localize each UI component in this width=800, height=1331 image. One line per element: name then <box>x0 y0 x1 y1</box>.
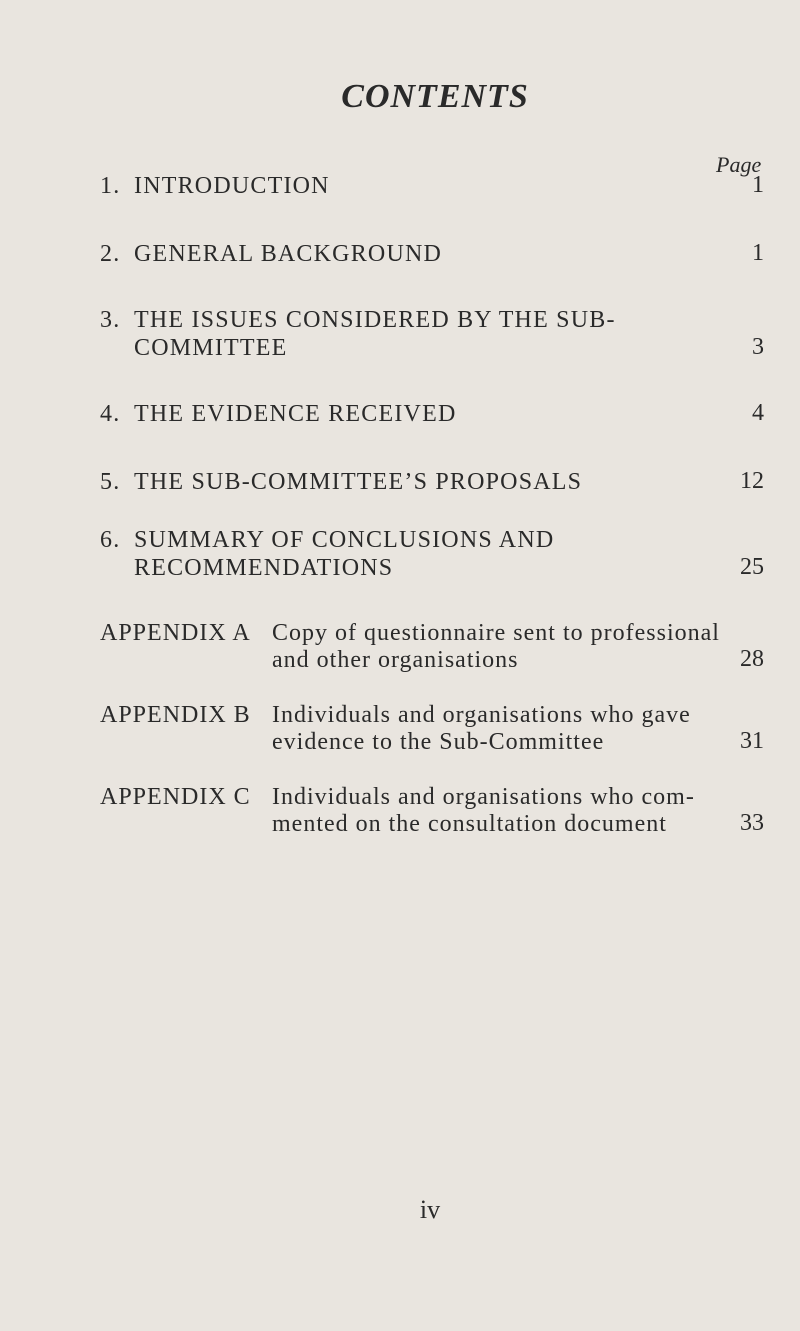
entry-number: 6. <box>100 527 121 553</box>
appendix-label: APPENDIX B <box>100 702 251 728</box>
page-folio: iv <box>419 1195 441 1224</box>
entry-title: SUMMARY OF CONCLUSIONS AND <box>134 527 555 553</box>
entry-title-continued: COMMITTEE <box>134 335 288 361</box>
appendix-description-continued: mented on the consultation document <box>272 811 667 837</box>
entry-page-number: 4 <box>752 400 764 426</box>
entry-title: THE EVIDENCE RECEIVED <box>134 401 457 427</box>
entry-number: 2. <box>100 241 121 267</box>
appendix-description: Individuals and organisations who com- <box>272 784 695 810</box>
page-title: CONTENTS <box>341 78 529 115</box>
entry-title: THE ISSUES CONSIDERED BY THE SUB- <box>134 307 616 333</box>
entry-title: THE SUB-COMMITTEE’S PROPOSALS <box>134 469 583 495</box>
appendix-description-continued: and other organisations <box>272 647 519 673</box>
entry-number: 4. <box>100 401 121 427</box>
entry-page-number: 25 <box>740 554 764 580</box>
entry-page-number: 1 <box>752 240 764 266</box>
entry-title: GENERAL BACKGROUND <box>134 241 443 267</box>
entry-number: 3. <box>100 307 121 333</box>
appendix-description-continued: evidence to the Sub-Committee <box>272 729 605 755</box>
appendix-description: Copy of questionnaire sent to professional <box>272 620 720 646</box>
page-column-heading: Page <box>716 152 762 177</box>
appendix-label: APPENDIX C <box>100 784 251 810</box>
entry-title: INTRODUCTION <box>134 173 330 199</box>
appendix-page-number: 31 <box>740 728 764 754</box>
appendix-page-number: 33 <box>740 810 764 836</box>
entry-page-number: 3 <box>752 334 764 360</box>
entry-number: 1. <box>100 173 121 199</box>
appendix-description: Individuals and organisations who gave <box>272 702 691 728</box>
entry-page-number: 1 <box>752 172 764 198</box>
entry-page-number: 12 <box>740 468 764 494</box>
appendix-label: APPENDIX A <box>100 620 251 646</box>
appendix-page-number: 28 <box>740 646 764 672</box>
entry-title-continued: RECOMMENDATIONS <box>134 555 394 581</box>
entry-number: 5. <box>100 469 121 495</box>
